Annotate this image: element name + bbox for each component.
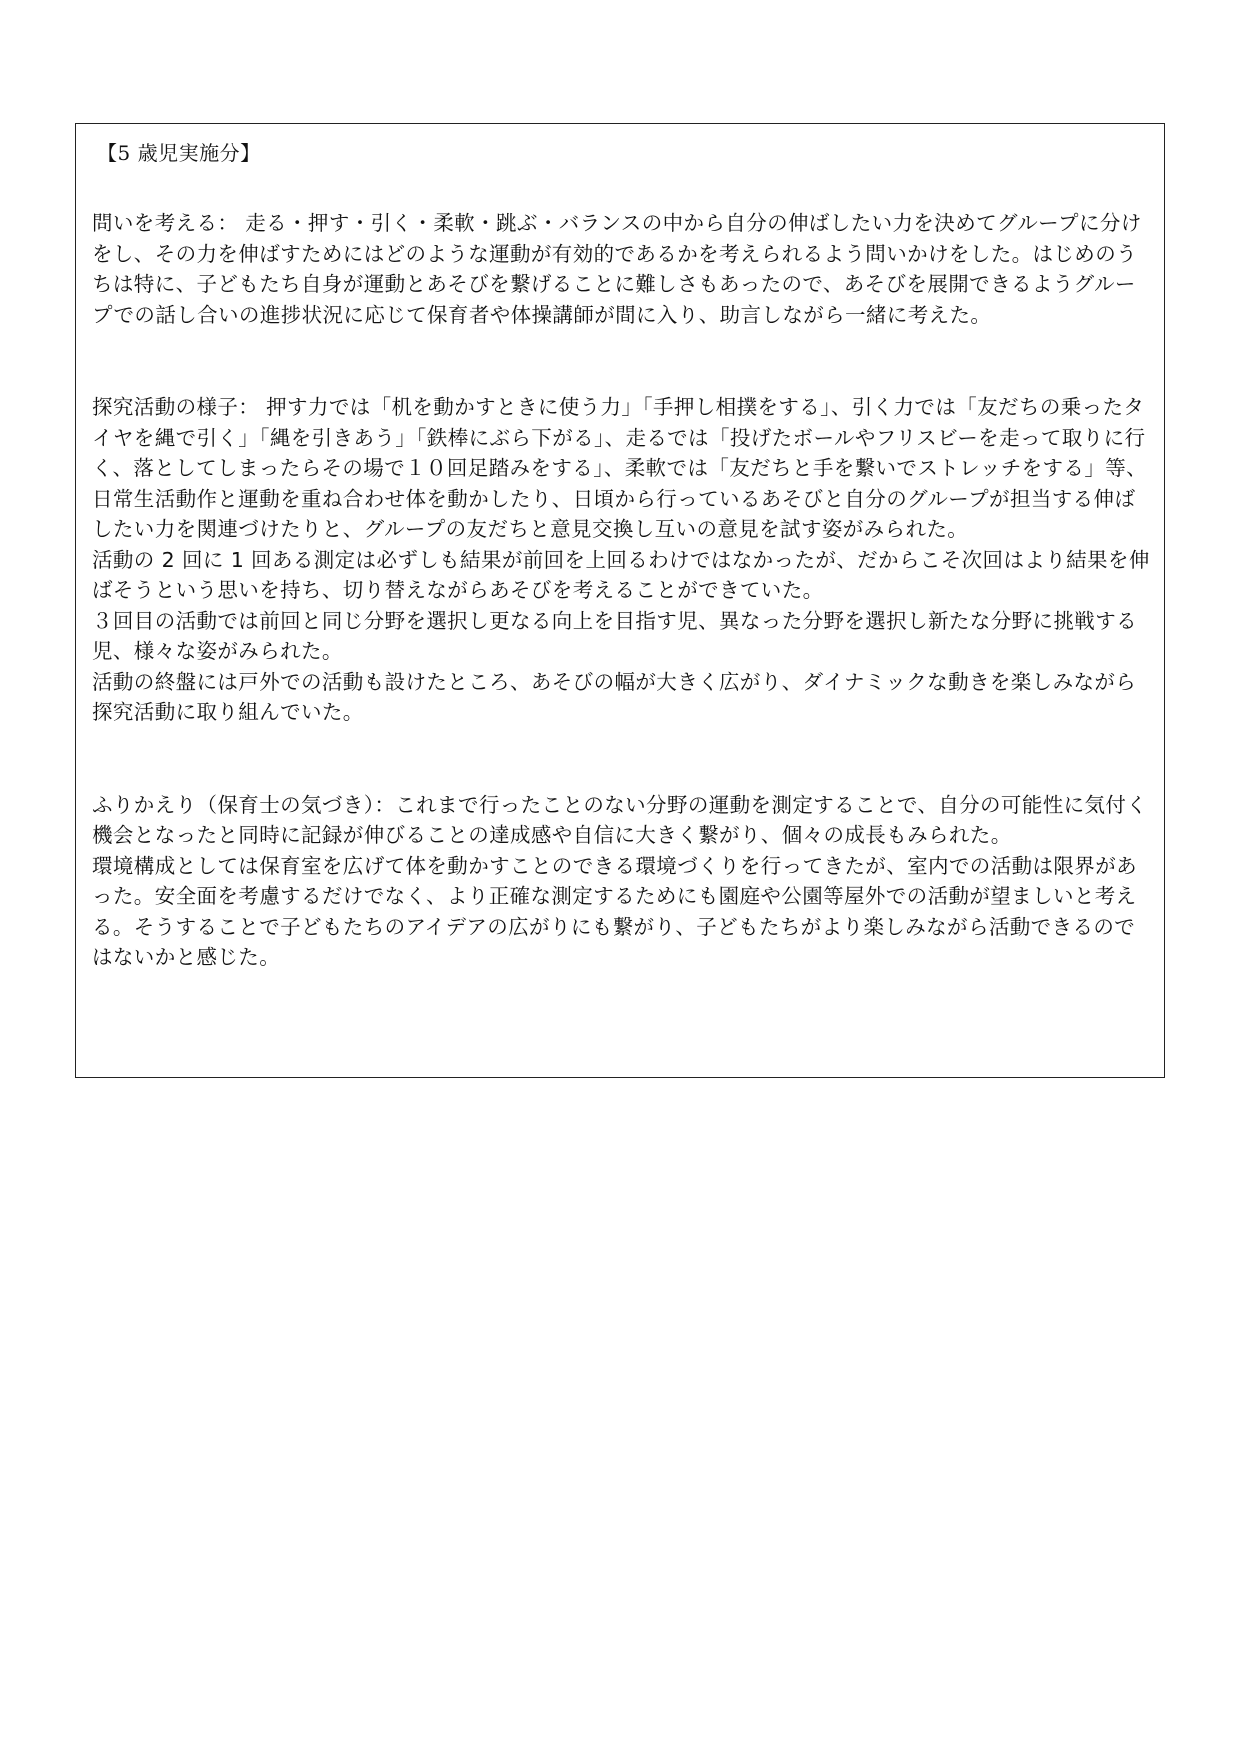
paragraph: 活動の終盤には戸外での活動も設けたところ、あそびの幅が大きく広がり、ダイナミックな動きを楽しみながら探究活動に取り組んでいた。 xyxy=(92,669,1137,724)
report-box xyxy=(75,123,1165,1078)
paragraph: 探究活動の様子： 押す力では「机を動かすときに使う力」「手押し相撲をする」、引く力では「友だちの乗ったタイヤを縄で引く」「縄を引きあう」「鉄棒にぶら下がる」、走るでは「投げたボールやフリスビーを走って取りに行く、落としてしまったらその場で１０回足踏みをする」、柔軟では「友だちと手を繋いでストレッチをする」等、日常生活動作と運動を重ね合わせ体を動かしたり、日頃から行っているあそびと自分のグループが担当する伸ばしたい力を関連づけたりと、グループの友だちと意見交換し互いの意見を試す姿がみられた。 xyxy=(92,395,1148,541)
section-inquiry-activity xyxy=(92,392,1150,728)
paragraph: ふりかえり（保育士の気づき）：これまで行ったことのない分野の運動を測定することで、自分の可能性に気付く機会となったと同時に記録が伸びることの達成感や自信に大きく繋がり、個々の成長もみられた。 xyxy=(92,792,1148,847)
paragraph: ３回目の活動では前回と同じ分野を選択し更なる向上を目指す児、異なった分野を選択し新たな分野に挑戦する児、様々な姿がみられた。 xyxy=(92,608,1137,663)
paragraph: 問いを考える： 走る・押す・引く・柔軟・跳ぶ・バランスの中から自分の伸ばしたい力を決めてグループに分けをし、その力を伸ばすためにはどのような運動が有効的であるかを考えられるよう問いかけをした。はじめのうちは特に、子どもたち自身が運動とあそびを繋げることに難しさもあったので、あそびを展開できるようグループでの話し合いの進捗状況に応じて保育者や体操講師が間に入り、助言しながら一緒に考えた。 xyxy=(92,211,1142,327)
paragraph: 環境構成としては保育室を広げて体を動かすことのできる環境づくりを行ってきたが、室内での活動は限界があった。安全面を考慮するだけでなく、より正確な測定するためにも園庭や公園等屋外での活動が望ましいと考える。そうすることで子どもたちのアイデアの広がりにも繋がり、子どもたちがより楽しみながら活動できるのではないかと感じた。 xyxy=(92,853,1137,969)
paragraph: 活動の 2 回に 1 回ある測定は必ずしも結果が前回を上回るわけではなかったが、だからこそ次回はより結果を伸ばそうという思いを持ち、切り替えながらあそびを考えることができていた。 xyxy=(92,547,1150,602)
box-title: 【5 歳児実施分】 xyxy=(97,141,261,165)
section-reflection xyxy=(92,790,1150,973)
section-questions xyxy=(92,208,1150,330)
